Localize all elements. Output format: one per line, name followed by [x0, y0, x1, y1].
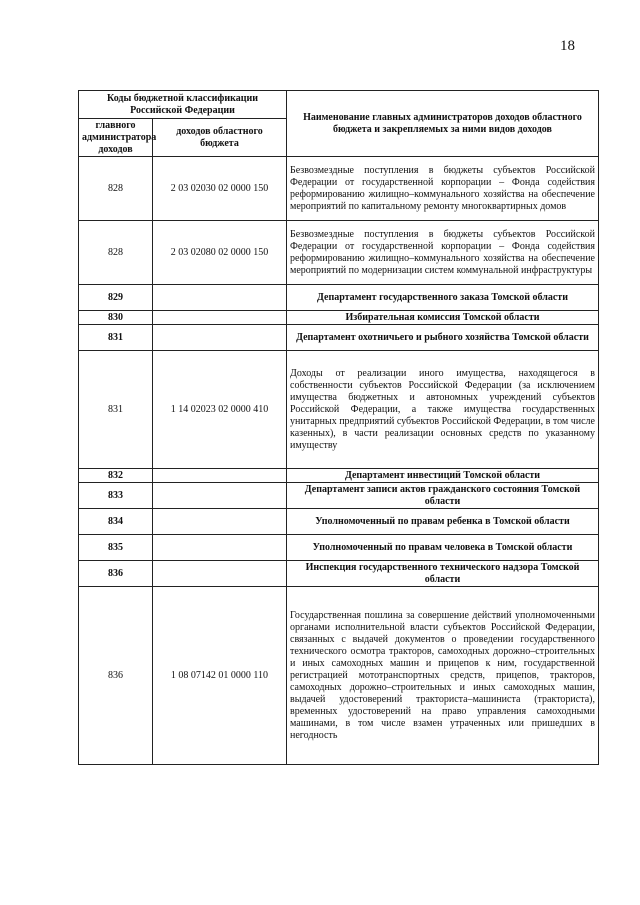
income-code-cell — [153, 483, 287, 509]
income-code-cell — [153, 509, 287, 535]
admin-code-cell: 830 — [79, 311, 153, 325]
income-description-cell: Безвозмездные поступления в бюджеты субъектов Российской Федерации от государственной корпорации – Фонда содействия реформированию жилищно–коммунального хозяйства на обеспечение мероприятий по капитальному ремонту многоквартирных домов — [287, 157, 599, 221]
header-main-administrator: главного администратора доходов — [79, 119, 153, 157]
table-row — [79, 535, 599, 561]
table-row — [79, 561, 599, 587]
income-description-cell: Государственная пошлина за совершение действий уполномоченными органами исполнительной власти субъектов Российской Федерации, связанных с выдачей документов о проведении государственного технического осмотра тракторов, самоходных дорожно–строительных и иных самоходных машин и прицепов к ним, государственной регистрацией мототранспортных средств, прицепов, тракторов, самоходных дорожно–строительных и иных самоходных машин, выдачей удостоверений тракториста–машиниста (тракториста), временных удостоверений на право управления самоходными машинами, в том числе взамен утраченных или пришедших в негодность — [287, 587, 599, 765]
income-code-cell: 2 03 02080 02 0000 150 — [153, 221, 287, 285]
administrator-name-cell: Инспекция государственного технического надзора Томской области — [287, 561, 599, 587]
table-row — [79, 587, 599, 765]
table-row — [79, 221, 599, 285]
header-administrator-name: Наименование главных администраторов доходов областного бюджета и закрепляемых за ними видов доходов — [287, 91, 599, 157]
income-code-cell: 1 08 07142 01 0000 110 — [153, 587, 287, 765]
admin-code-cell: 836 — [79, 561, 153, 587]
income-description-cell: Доходы от реализации иного имущества, находящегося в собственности субъектов Российской Федерации (за исключением имущества бюджетных и автономных учреждений субъектов Российской Федерации, а также имущества государственных унитарных предприятий субъектов Российской Федерации, в том числе казенных), в части реализации основных средств по указанному имуществу — [287, 351, 599, 469]
income-code-cell: 2 03 02030 02 0000 150 — [153, 157, 287, 221]
administrator-name-cell: Уполномоченный по правам человека в Томской области — [287, 535, 599, 561]
admin-code-cell: 832 — [79, 469, 153, 483]
income-code-cell — [153, 535, 287, 561]
income-code-cell — [153, 311, 287, 325]
table-row — [79, 509, 599, 535]
table-row — [79, 483, 599, 509]
admin-code-cell: 836 — [79, 587, 153, 765]
administrator-name-cell: Департамент государственного заказа Томской области — [287, 285, 599, 311]
table-row — [79, 311, 599, 325]
administrator-name-cell: Избирательная комиссия Томской области — [287, 311, 599, 325]
admin-code-cell: 828 — [79, 221, 153, 285]
table-row — [79, 351, 599, 469]
admin-code-cell: 835 — [79, 535, 153, 561]
header-classification-codes: Коды бюджетной классификации Российской Федерации — [79, 91, 287, 119]
administrator-name-cell: Департамент записи актов гражданского состояния Томской области — [287, 483, 599, 509]
admin-code-cell: 828 — [79, 157, 153, 221]
admin-code-cell: 833 — [79, 483, 153, 509]
page-number: 18 — [560, 38, 575, 54]
admin-code-cell: 829 — [79, 285, 153, 311]
table-row — [79, 157, 599, 221]
header-regional-income: доходов областного бюджета — [153, 119, 287, 157]
income-description-cell: Безвозмездные поступления в бюджеты субъектов Российской Федерации от государственной корпорации – Фонда содействия реформированию жилищно–коммунального хозяйства на обеспечение мероприятий по модернизации систем коммунальной инфраструктуры — [287, 221, 599, 285]
income-code-cell — [153, 285, 287, 311]
budget-codes-table — [78, 90, 599, 765]
administrator-name-cell: Департамент охотничьего и рыбного хозяйства Томской области — [287, 325, 599, 351]
income-code-cell: 1 14 02023 02 0000 410 — [153, 351, 287, 469]
income-code-cell — [153, 325, 287, 351]
table-row — [79, 469, 599, 483]
administrator-name-cell: Уполномоченный по правам ребенка в Томской области — [287, 509, 599, 535]
income-code-cell — [153, 561, 287, 587]
table-row — [79, 285, 599, 311]
admin-code-cell: 831 — [79, 325, 153, 351]
admin-code-cell: 834 — [79, 509, 153, 535]
administrator-name-cell: Департамент инвестиций Томской области — [287, 469, 599, 483]
income-code-cell — [153, 469, 287, 483]
table-body — [79, 157, 599, 765]
admin-code-cell: 831 — [79, 351, 153, 469]
table-row — [79, 325, 599, 351]
